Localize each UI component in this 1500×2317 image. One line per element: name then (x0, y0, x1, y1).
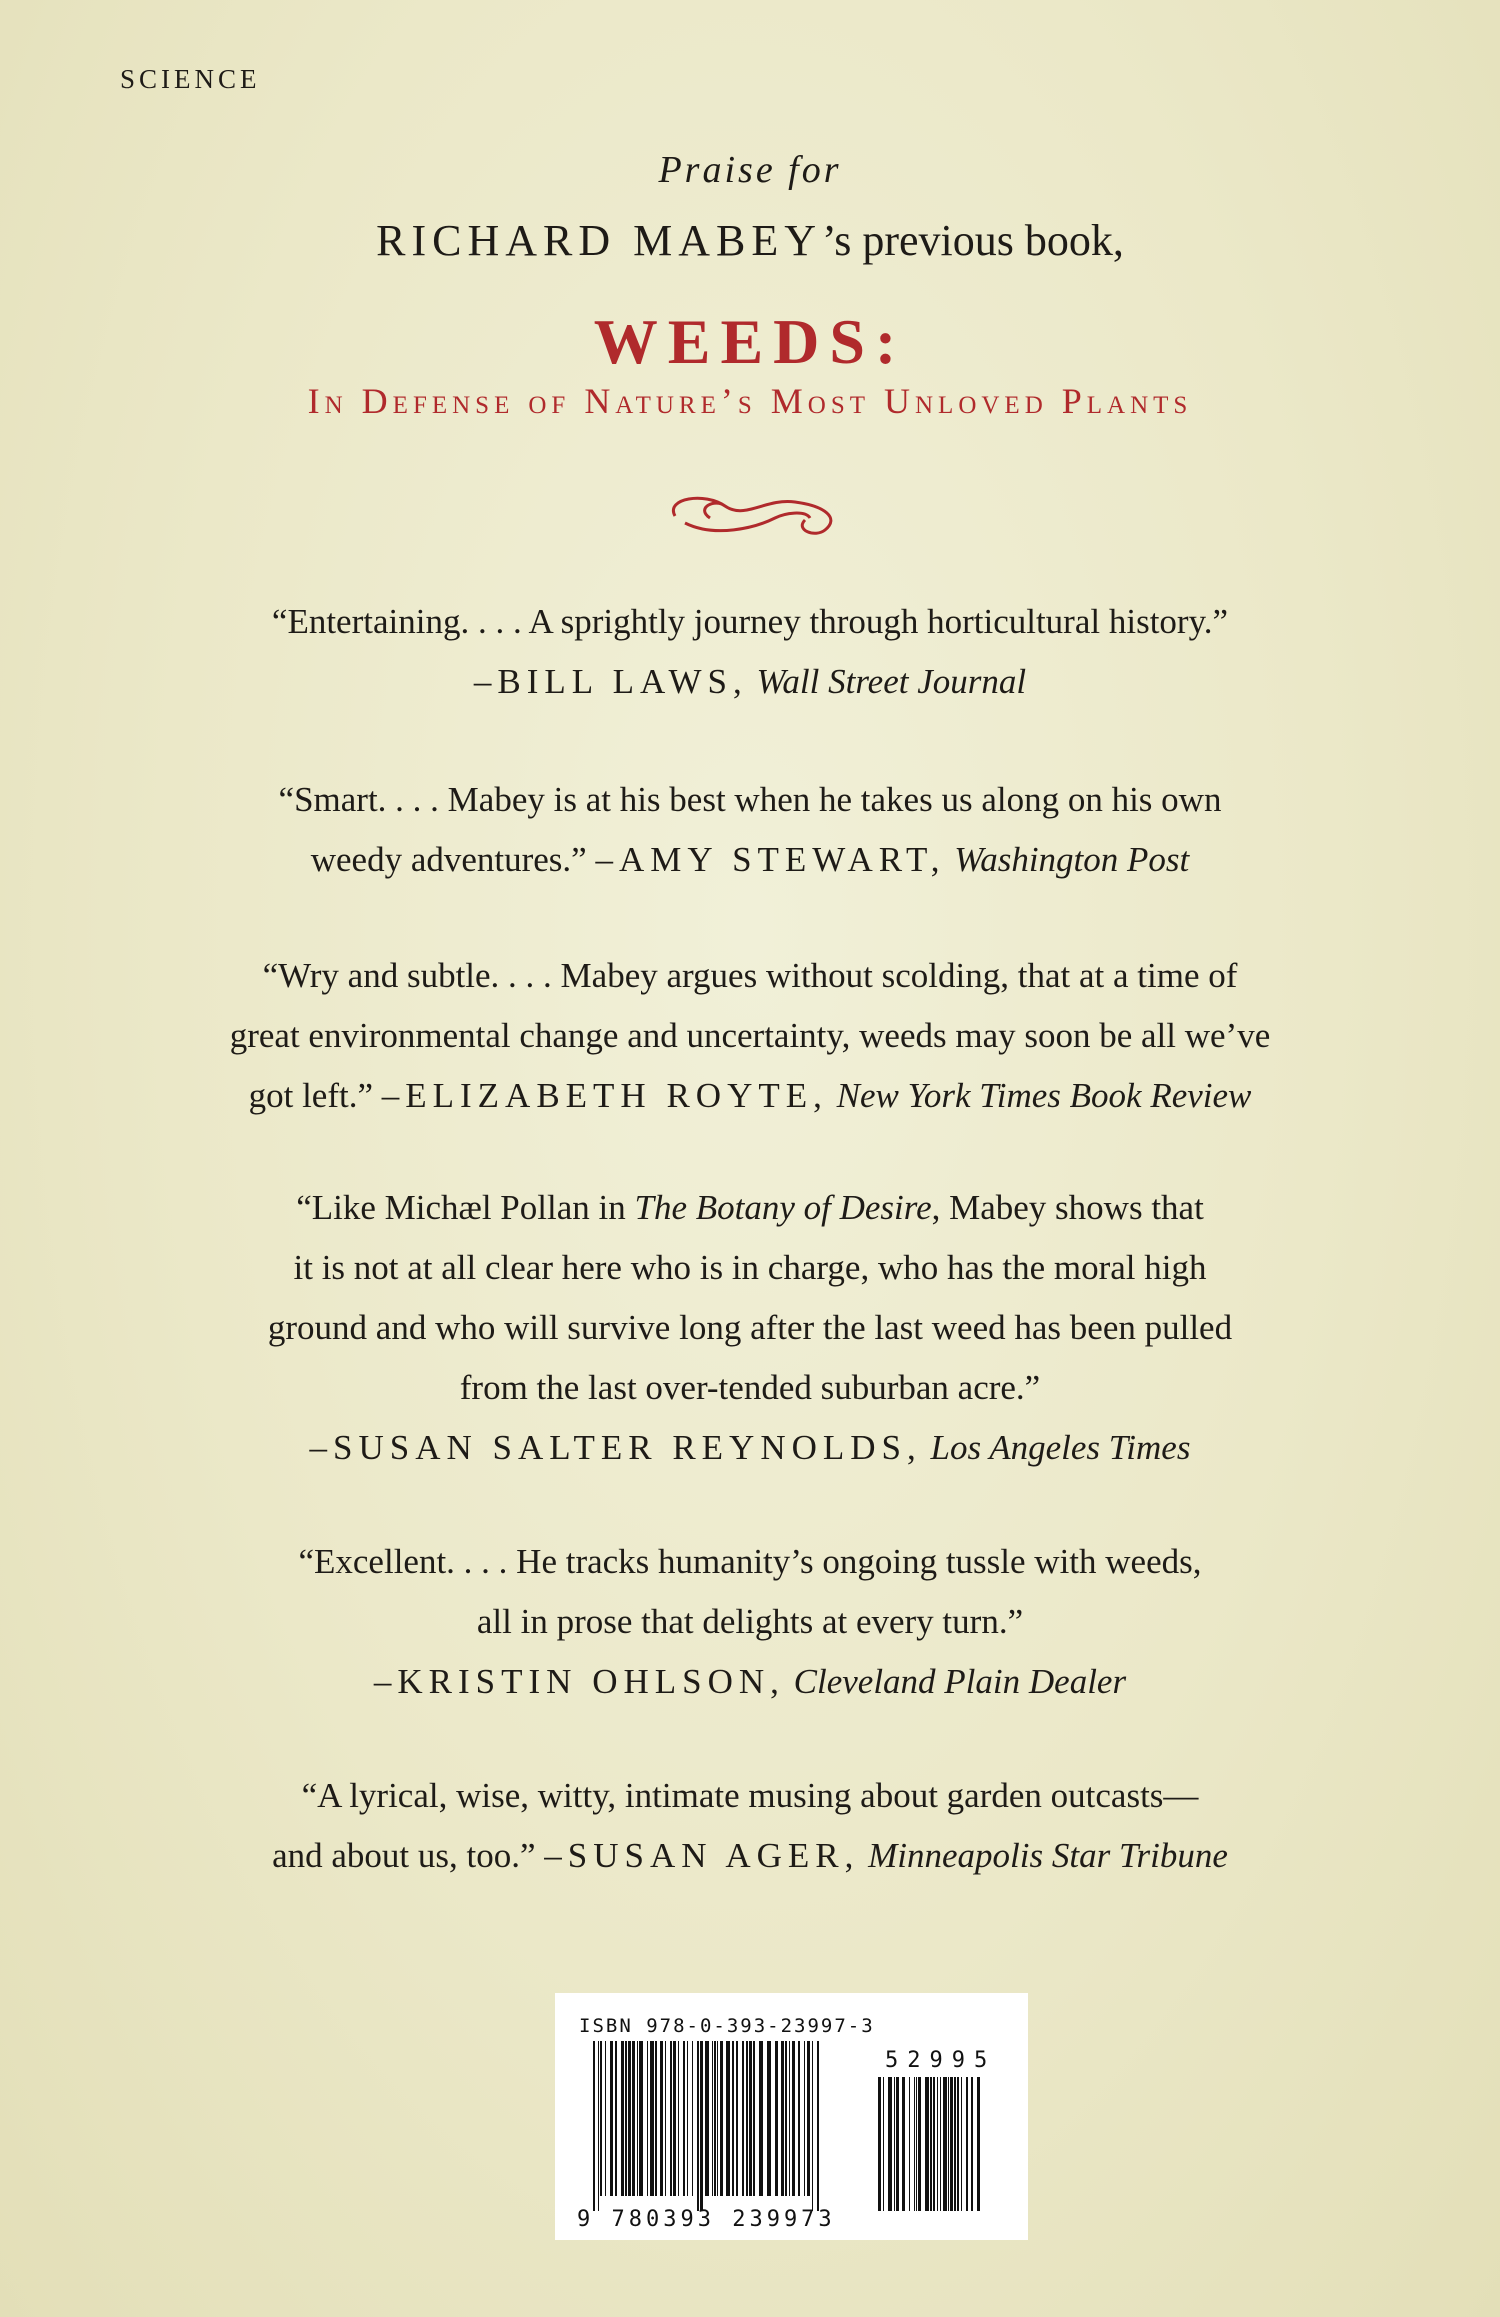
barcode-bar (775, 2041, 778, 2196)
barcode-addon-bar (918, 2077, 921, 2211)
author-name: RICHARD MABEY (376, 216, 823, 265)
quote-4 (0, 1178, 1500, 1478)
barcode-bar (746, 2041, 748, 2196)
barcode-addon-bar (961, 2077, 962, 2211)
reviewer-name: –ELIZABETH ROYTE, (381, 1076, 828, 1115)
barcode-bar (678, 2041, 679, 2196)
barcode-bar (655, 2041, 657, 2196)
reviewer-name: –BILL LAWS, (473, 662, 748, 701)
barcode-bar (605, 2041, 606, 2196)
barcode-bar (807, 2041, 810, 2196)
quote-text: weedy adventures.” (310, 840, 596, 879)
barcode-bar (726, 2041, 730, 2196)
barcode-bar (647, 2041, 648, 2196)
barcode-bar (683, 2041, 685, 2196)
quote-attribution (0, 1826, 1500, 1886)
barcode-bar (687, 2041, 688, 2196)
barcode-addon-bar (933, 2077, 935, 2211)
publication-name: Cleveland Plain Dealer (793, 1662, 1127, 1701)
barcode-addon-bar (950, 2077, 953, 2211)
quote-text: got left.” (248, 1076, 382, 1115)
barcode-graphic (555, 1993, 1028, 2240)
publication-name: Wall Street Journal (756, 662, 1027, 701)
barcode-bar (798, 2041, 800, 2196)
barcode-addon-bar (966, 2077, 968, 2211)
barcode-addon-bar (883, 2077, 884, 2211)
barcode-box (555, 1993, 1028, 2240)
reviewer-name: –AMY STEWART, (595, 840, 946, 879)
barcode-bar (665, 2041, 666, 2196)
reviewer-name: –SUSAN SALTER REYNOLDS, (309, 1428, 922, 1467)
barcode-addon-bar (914, 2077, 915, 2211)
barcode-bar (598, 2041, 599, 2211)
barcode-bar (712, 2041, 713, 2196)
quote-3 (0, 946, 1500, 1126)
barcode-bar (673, 2041, 676, 2196)
barcode-bar (628, 2041, 631, 2196)
barcode-digits: 9 780393 239973 (577, 2207, 836, 2232)
barcode-bar (789, 2041, 790, 2196)
barcode-bar (785, 2041, 787, 2196)
quote-6 (0, 1766, 1500, 1886)
barcode-addon-bar (902, 2077, 905, 2211)
quote-attribution (0, 830, 1500, 890)
book-title: WEEDS: (593, 306, 907, 377)
quote-text: “A lyrical, wise, witty, intimate musing about garden outcasts— (301, 1776, 1199, 1815)
barcode-addon-bar (977, 2077, 980, 2211)
barcode-bar (610, 2041, 613, 2196)
barcode-bar (621, 2041, 624, 2196)
barcode-addon-bar (971, 2077, 973, 2211)
quote-attribution (0, 652, 1500, 712)
publication-name: New York Times Book Review (836, 1076, 1252, 1115)
barcode-addon-bar (954, 2077, 956, 2211)
barcode-bar (749, 2041, 752, 2196)
barcode-bar (732, 2041, 734, 2196)
barcode-addon-bar (878, 2077, 881, 2211)
barcode-bar (817, 2041, 819, 2211)
barcode-bar (753, 2041, 755, 2196)
barcode-bar (759, 2041, 763, 2196)
quote-5 (0, 1532, 1500, 1712)
quote-text: “Wry and subtle. . . . Mabey argues without scolding, that at a time of (262, 956, 1238, 995)
barcode-bar (781, 2041, 784, 2196)
barcode-bar (717, 2041, 718, 2196)
flourish-ornament (655, 478, 855, 548)
book-subtitle: In Defense of Nature’s Most Unloved Plants (307, 381, 1193, 421)
barcode-addon-bar (916, 2077, 917, 2211)
barcode-bar (705, 2041, 709, 2196)
isbn-label: ISBN 978-0-393-23997-3 (579, 2015, 875, 2037)
quote-text: ground and who will survive long after the last weed has been pulled (267, 1308, 1233, 1347)
barcode-addon-bar (894, 2077, 895, 2211)
barcode-addon-bar (943, 2077, 947, 2211)
barcode-bar (639, 2041, 643, 2196)
publication-name: Los Angeles Times (930, 1428, 1191, 1467)
reviewer-name: –KRISTIN OHLSON, (373, 1662, 785, 1701)
quote-text: “Like Michæl Pollan in The Botany of Desire, Mabey shows that (296, 1188, 1204, 1227)
praise-heading: Praise for (658, 149, 842, 191)
book-reference: The Botany of Desire (634, 1188, 932, 1227)
barcode-price-code: 52995 (885, 2048, 997, 2073)
barcode-bar (650, 2041, 654, 2196)
barcode-bar (615, 2041, 617, 2196)
barcode-addon-bar (948, 2077, 949, 2211)
quote-attribution (0, 1652, 1500, 1712)
barcode-addon-bar (925, 2077, 929, 2211)
author-line (0, 215, 1500, 266)
barcode-bar (736, 2041, 738, 2196)
genre-label: SCIENCE (120, 64, 261, 94)
barcode-addon-bar (909, 2077, 910, 2211)
barcode-bar (697, 2041, 699, 2211)
barcode-bar (637, 2041, 638, 2196)
barcode-bar (670, 2041, 672, 2196)
barcode-bar (720, 2041, 723, 2196)
quote-text: all in prose that delights at every turn.” (476, 1602, 1024, 1641)
quote-text: “Entertaining. . . . A sprightly journey through horticultural history.” (271, 602, 1229, 641)
quote-text: “Excellent. . . . He tracks humanity’s ongoing tussle with weeds, (298, 1542, 1202, 1581)
barcode-bar (660, 2041, 663, 2196)
barcode-bar (632, 2041, 635, 2196)
quote-text: from the last over-tended suburban acre.” (459, 1368, 1041, 1407)
quote-text: great environmental change and uncertainty, weeds may soon be all we’ve (229, 1016, 1271, 1055)
barcode-bar (593, 2041, 595, 2211)
barcode-addon-bar (896, 2077, 899, 2211)
quote-text: “Smart. . . . Mabey is at his best when he takes us along on his own (278, 780, 1222, 819)
barcode-bar (625, 2041, 627, 2196)
barcode-addon-bar (930, 2077, 932, 2211)
quote-text: it is not at all clear here who is in charge, who has the moral high (293, 1248, 1207, 1287)
barcode-bar (767, 2041, 771, 2196)
barcode-bar (792, 2041, 795, 2196)
barcode-bar (804, 2041, 805, 2196)
quote-attribution (0, 1066, 1500, 1126)
barcode-bar (700, 2041, 703, 2211)
barcode-addon-bar (940, 2077, 941, 2211)
quote-text: and about us, too.” (272, 1836, 545, 1875)
barcode-bar (812, 2041, 813, 2211)
barcode-bar (600, 2041, 602, 2196)
quote-2 (0, 770, 1500, 890)
barcode-addon-bar (937, 2077, 938, 2211)
barcode-addon-bar (957, 2077, 959, 2211)
barcode-addon-bar (888, 2077, 892, 2211)
author-suffix: ’s previous book, (822, 216, 1124, 265)
barcode-bar (692, 2041, 693, 2196)
quote-1 (0, 592, 1500, 712)
quote-attribution (0, 1418, 1500, 1478)
reviewer-name: –SUSAN AGER, (544, 1836, 860, 1875)
barcode-bar (714, 2041, 716, 2196)
barcode-bar (742, 2041, 744, 2196)
publication-name: Washington Post (954, 840, 1190, 879)
publication-name: Minneapolis Star Tribune (868, 1836, 1228, 1875)
